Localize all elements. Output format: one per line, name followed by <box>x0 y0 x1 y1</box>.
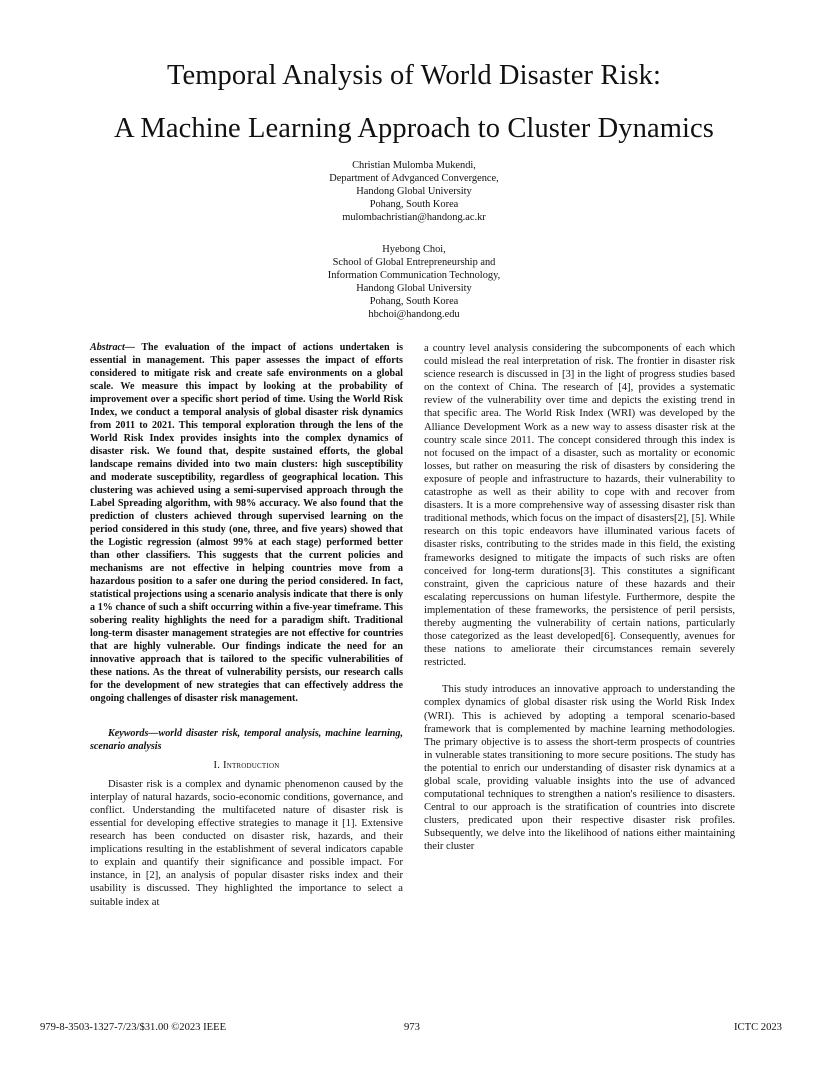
author-block-1 <box>214 160 614 225</box>
section-heading-introduction <box>90 759 403 772</box>
keywords-label: Keywords <box>108 727 149 739</box>
body-paragraph-1: a country level analysis considering the subcomponents of each which could mislead the real interpretation of risk. The frontier in disaster risk science research is discussed in [3] in the light of progress studies based on the context of China. The research of [4], provides a systematic review of the vulnerability over time and depicts the existing trend in that specific area. The World Risk Index (WRI) was developed by the Alliance Development Work as a new way to assess disaster risk at the country scale since 2011. The concept considered through this index is not focused on the impact of a disaster, such as mortality or economic losses, but rather on measuring the risk of disasters by considering the exposure of people and infrastructure to hazards, their vulnerability to catastrophe as well as their ability to cope with and recover from disasters. It is a more comprehensive way of assessing disaster risk than traditional methods, which focus on the impact of disasters[2], [5]. While research on this topic endeavors have illuminated various facets of disaster risks, contributing to the strides made in this field, the existing frameworks designed to mitigate the impacts of such risks are often conceived for long-term durations[3]. This constitutes a significant constraint, given the capricious nature of these hazards and their escalating repercussions on human lifestyle. Furthermore, despite the implementation of these frameworks, the persistence of peril persists, thereby augmenting the vulnerability of certain nations, particularly those categorized as the least developed[6]. Consequently, avenues for these nations to ameliorate their circumstances remain severely restricted. <box>424 343 735 669</box>
intro-paragraph: Disaster risk is a complex and dynamic phenomenon caused by the interplay of natural hazards, socio-economic conditions, governance, and conflict. Understanding the multifaceted nature of disaster risk is essential for developing effective strategies to manage it [1]. Extensive research has been conducted on disaster risk, hazards, and their implications resulting in the establishment of several indicators capable to explain and quantify their significance and possible impact. For instance, in [2], an analysis of popular disaster risks index and their usability is discussed. They highlighted the importance to select a suitable index at <box>90 778 403 908</box>
author-1-location: Pohang, South Korea <box>369 198 459 210</box>
left-column <box>90 342 403 909</box>
author-1-email: mulombachristian@handong.ac.kr <box>342 211 486 223</box>
abstract <box>90 342 403 706</box>
keywords-text: —world disaster risk, temporal analysis, machine learning, scenario analysis <box>90 727 403 752</box>
author-1-department: Department of Advganced Convergence, <box>329 172 499 184</box>
section-title: Introduction <box>222 759 280 771</box>
paper-title-line-1: Temporal Analysis of World Disaster Risk: <box>166 60 662 91</box>
author-2-university: Handong Global University <box>356 282 472 294</box>
body-paragraph-2: This study introduces an innovative approach to understanding the complex dynamics of global disaster risk using the World Risk Index (WRI). This is achieved by adopting a temporal scenario-based framework that is complemented by machine learning methodologies. The primary objective is to assess the short-term prospects of countries in vulnerable states transitioning to more secure positions. The study has the potential to enrich our understanding of disaster risk dynamics at a global scale, providing valuable insights into the use of advanced computational techniques to strengthen a nation's resilience to disasters. Central to our approach is the stratification of countries into discrete clusters, predicated upon their respective disaster risk profiles. Subsequently, we delve into the likelihood of nations either maintaining their cluster <box>424 684 735 853</box>
footer-conference: ICTC 2023 <box>734 1022 782 1033</box>
author-2-school: School of Global Entrepreneurship and <box>332 256 496 268</box>
footer-copyright: 979-8-3503-1327-7/23/$31.00 ©2023 IEEE <box>40 1022 227 1033</box>
author-2-location: Pohang, South Korea <box>369 295 459 307</box>
author-1-university: Handong Global University <box>356 185 472 197</box>
paper-title-line-2: A Machine Learning Approach to Cluster Dynamics <box>114 113 714 144</box>
author-block-2 <box>214 244 614 321</box>
author-2-email: hbchoi@handong.edu <box>368 308 460 320</box>
author-2-school-cont: Information Communication Technology, <box>327 269 501 281</box>
author-2-name: Hyebong Choi, <box>382 244 446 255</box>
section-number: I. <box>213 759 223 771</box>
keywords <box>90 727 403 753</box>
right-column <box>424 342 735 854</box>
footer-page-number: 973 <box>404 1022 420 1033</box>
abstract-text: The evaluation of the impact of actions undertaken is essential in management. This paper assesses the impact of efforts considered to mitigate risk and create safe environments on a global scale. We measure this impact by looking at the probability of improvement over a specific short period of time. Using the World Risk Index, we conduct a temporal analysis of global disaster risk dynamics from 2011 to 2021. This temporal exploration through the lens of the World Risk Index provides insights into the complex dynamics of disaster risk. We found that, despite sustained efforts, the global landscape remains divided into two main clusters: high susceptibility and moderate susceptibility, regardless of geographical location. This clustering was achieved using a semi-supervised approach through the Label Spreading algorithm, with 98% accuracy. We also found that the prediction of clusters achieved through supervised learning on the period considered in this study (one, three, and five years) showed that the Logistic regression (almost 99% at each stage) performed better than other classifiers. This suggests that the current policies and mechanisms are not effective in helping countries move from a hazardous position to a safer one during the period considered. In fact, statistical projections using a scenario analysis indicate that there is only a 1% chance of such a shift occurring within a five-year timeframe. This sobering reality highlights the need for a paradigm shift. Traditional long-term disaster management strategies are not effective for countries that are highly vulnerable. Our findings indicate the need for an innovative approach that is tailored to the specific vulnerabilities of these nations. As the threat of vulnerability persists, our research calls for the development of new strategies that can effectively address the ongoing challenges of disaster risk management. <box>90 342 403 704</box>
abstract-label: Abstract <box>90 342 125 353</box>
author-1-name: Christian Mulomba Mukendi, <box>352 160 476 171</box>
abstract-dash: — <box>124 342 142 353</box>
